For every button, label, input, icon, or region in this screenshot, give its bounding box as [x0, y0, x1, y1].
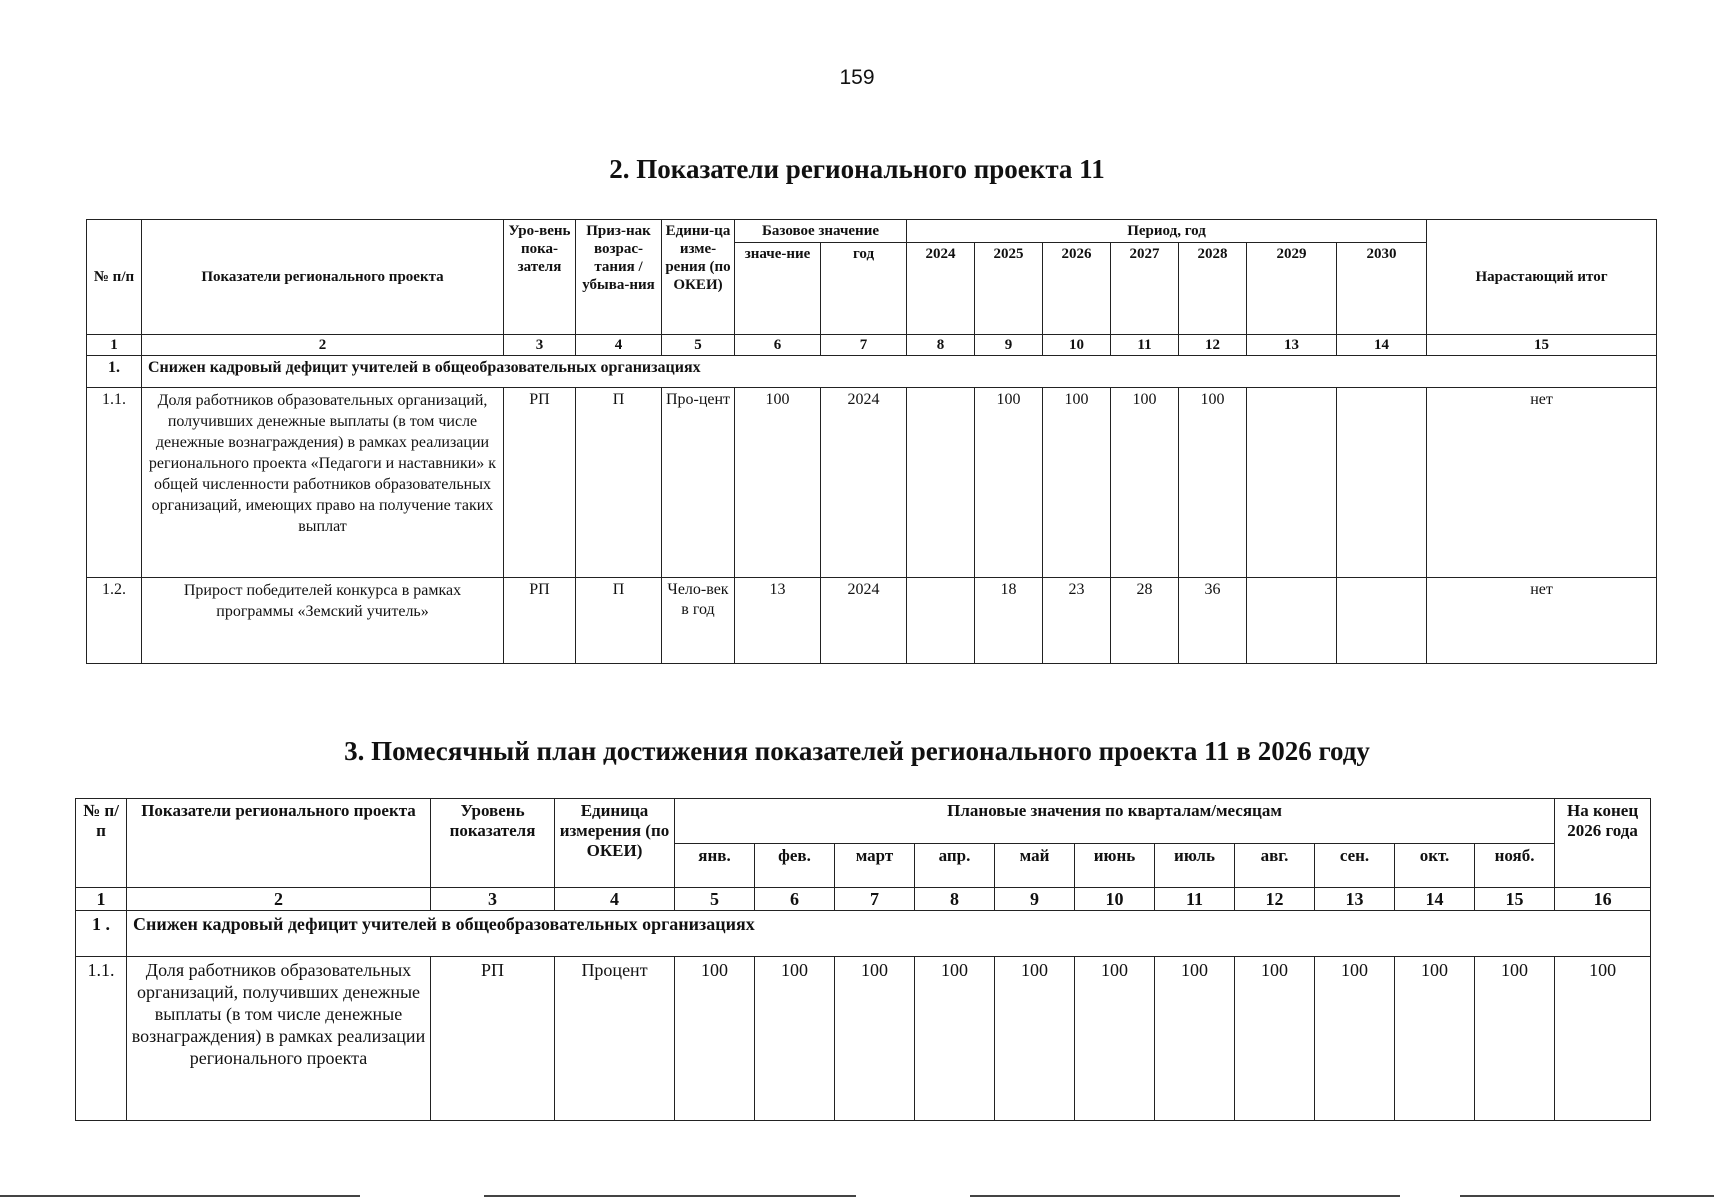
column-number: 13	[1247, 335, 1337, 356]
row-year-value	[1247, 578, 1337, 664]
group-title: Снижен кадровый дефицит учителей в общеобразовательных организациях	[127, 911, 1651, 957]
row-year-value: 100	[1043, 388, 1111, 578]
row-month-value: 100	[995, 957, 1075, 1121]
column-number: 12	[1179, 335, 1247, 356]
header-level: Уровень показателя	[431, 799, 555, 888]
header-num: № п/п	[76, 799, 127, 888]
header-year: 2028	[1179, 243, 1247, 335]
column-number: 6	[735, 335, 821, 356]
row-year-value	[1247, 388, 1337, 578]
column-number: 1	[87, 335, 142, 356]
header-month: сен.	[1315, 844, 1395, 888]
bottom-rule	[970, 1195, 1400, 1197]
header-month: апр.	[915, 844, 995, 888]
row-unit: Про-цент	[662, 388, 735, 578]
bottom-rule	[0, 1195, 360, 1197]
column-number: 2	[127, 888, 431, 911]
row-year-value: 28	[1111, 578, 1179, 664]
group-row	[87, 356, 1657, 388]
column-number: 7	[821, 335, 907, 356]
bottom-rule	[1460, 1195, 1714, 1197]
row-year-value: 18	[975, 578, 1043, 664]
bottom-rule	[484, 1195, 856, 1197]
table-row	[87, 578, 1657, 664]
column-number: 14	[1395, 888, 1475, 911]
header-unit: Едини-ца изме-рения (по ОКЕИ)	[662, 220, 735, 335]
header-base-year: год	[821, 243, 907, 335]
group-number: 1.	[87, 356, 142, 388]
header-month: нояб.	[1475, 844, 1555, 888]
section-2-title: 2. Показатели регионального проекта 11	[609, 154, 1105, 184]
header-year: 2025	[975, 243, 1043, 335]
column-number: 13	[1315, 888, 1395, 911]
header-year: 2027	[1111, 243, 1179, 335]
header-year: 2024	[907, 243, 975, 335]
row-month-value: 100	[915, 957, 995, 1121]
header-month: авг.	[1235, 844, 1315, 888]
group-number: 1 .	[76, 911, 127, 957]
monthly-plan-table	[75, 798, 1651, 1121]
row-year-value	[907, 578, 975, 664]
column-number: 15	[1475, 888, 1555, 911]
row-month-value: 100	[1235, 957, 1315, 1121]
row-year-value	[907, 388, 975, 578]
header-base: Базовое значение	[735, 220, 907, 243]
column-number: 3	[431, 888, 555, 911]
section-3-title: 3. Помесячный план достижения показателей регионального проекта 11 в 2026 году	[344, 736, 1370, 766]
header-plan: Плановые значения по кварталам/месяцам	[675, 799, 1555, 844]
header-indicator: Показатели регионального проекта	[142, 220, 504, 335]
row-level: РП	[504, 578, 576, 664]
column-number: 14	[1337, 335, 1427, 356]
row-number: 1.1.	[87, 388, 142, 578]
row-sign: П	[576, 388, 662, 578]
row-base-value: 13	[735, 578, 821, 664]
header-year: 2029	[1247, 243, 1337, 335]
row-base-year: 2024	[821, 578, 907, 664]
group-title: Снижен кадровый дефицит учителей в общеобразовательных организациях	[142, 356, 1657, 388]
header-month: окт.	[1395, 844, 1475, 888]
header-month: июль	[1155, 844, 1235, 888]
group-row	[76, 911, 1651, 957]
header-month: март	[835, 844, 915, 888]
row-year-value: 100	[1111, 388, 1179, 578]
row-indicator: Прирост победителей конкурса в рамках программы «Земский учитель»	[142, 578, 504, 664]
header-cumulative: Нарастающий итог	[1427, 220, 1657, 335]
header-unit: Единица измерения (по ОКЕИ)	[555, 799, 675, 888]
column-number: 15	[1427, 335, 1657, 356]
header-sign: Приз-нак возрас-тания / убыва-ния	[576, 220, 662, 335]
row-month-value: 100	[755, 957, 835, 1121]
column-number: 5	[675, 888, 755, 911]
header-month: май	[995, 844, 1075, 888]
row-month-value: 100	[835, 957, 915, 1121]
header-year: 2026	[1043, 243, 1111, 335]
header-indicator: Показатели регионального проекта	[127, 799, 431, 888]
column-number: 16	[1555, 888, 1651, 911]
row-year-value	[1337, 388, 1427, 578]
row-number: 1.2.	[87, 578, 142, 664]
row-level: РП	[504, 388, 576, 578]
header-year: 2030	[1337, 243, 1427, 335]
column-number: 11	[1155, 888, 1235, 911]
column-number: 5	[662, 335, 735, 356]
header-end: На конец 2026 года	[1555, 799, 1651, 888]
column-number: 3	[504, 335, 576, 356]
column-number: 6	[755, 888, 835, 911]
header-period: Период, год	[907, 220, 1427, 243]
header-level: Уро-вень пока-зателя	[504, 220, 576, 335]
page-number: 159	[839, 66, 875, 89]
row-month-value: 100	[1075, 957, 1155, 1121]
row-month-value: 100	[1315, 957, 1395, 1121]
header-num: № п/п	[87, 220, 142, 335]
row-indicator: Доля работников образовательных организаций, получивших денежные выплаты (в том числе денежные вознаграждения) в рамках реализации регионального проекта	[127, 957, 431, 1121]
row-number: 1.1.	[76, 957, 127, 1121]
row-month-value: 100	[1155, 957, 1235, 1121]
table-row	[87, 388, 1657, 578]
column-number: 9	[975, 335, 1043, 356]
row-base-value: 100	[735, 388, 821, 578]
column-number: 9	[995, 888, 1075, 911]
column-number: 12	[1235, 888, 1315, 911]
header-month: фев.	[755, 844, 835, 888]
row-end-value: 100	[1555, 957, 1651, 1121]
column-number: 2	[142, 335, 504, 356]
row-cumulative: нет	[1427, 578, 1657, 664]
header-base-value: значе-ние	[735, 243, 821, 335]
row-sign: П	[576, 578, 662, 664]
row-month-value: 100	[1475, 957, 1555, 1121]
column-number: 8	[915, 888, 995, 911]
row-unit: Процент	[555, 957, 675, 1121]
column-number: 10	[1075, 888, 1155, 911]
column-number: 4	[555, 888, 675, 911]
column-number: 7	[835, 888, 915, 911]
row-year-value: 100	[1179, 388, 1247, 578]
row-cumulative: нет	[1427, 388, 1657, 578]
row-level: РП	[431, 957, 555, 1121]
indicators-table	[86, 219, 1657, 664]
column-number: 4	[576, 335, 662, 356]
row-indicator: Доля работников образовательных организаций, получивших денежные выплаты (в том числе денежные вознаграждения) в рамках реализации регионального проекта «Педагоги и наставники» к общей численности работников образовательных организаций, имеющих право на получение таких выплат	[142, 388, 504, 578]
header-month: янв.	[675, 844, 755, 888]
row-month-value: 100	[675, 957, 755, 1121]
row-unit: Чело-век в год	[662, 578, 735, 664]
column-number: 11	[1111, 335, 1179, 356]
column-number: 1	[76, 888, 127, 911]
column-number: 10	[1043, 335, 1111, 356]
column-number: 8	[907, 335, 975, 356]
row-year-value: 36	[1179, 578, 1247, 664]
header-month: июнь	[1075, 844, 1155, 888]
row-base-year: 2024	[821, 388, 907, 578]
row-year-value: 100	[975, 388, 1043, 578]
table-row	[76, 957, 1651, 1121]
row-month-value: 100	[1395, 957, 1475, 1121]
row-year-value	[1337, 578, 1427, 664]
row-year-value: 23	[1043, 578, 1111, 664]
